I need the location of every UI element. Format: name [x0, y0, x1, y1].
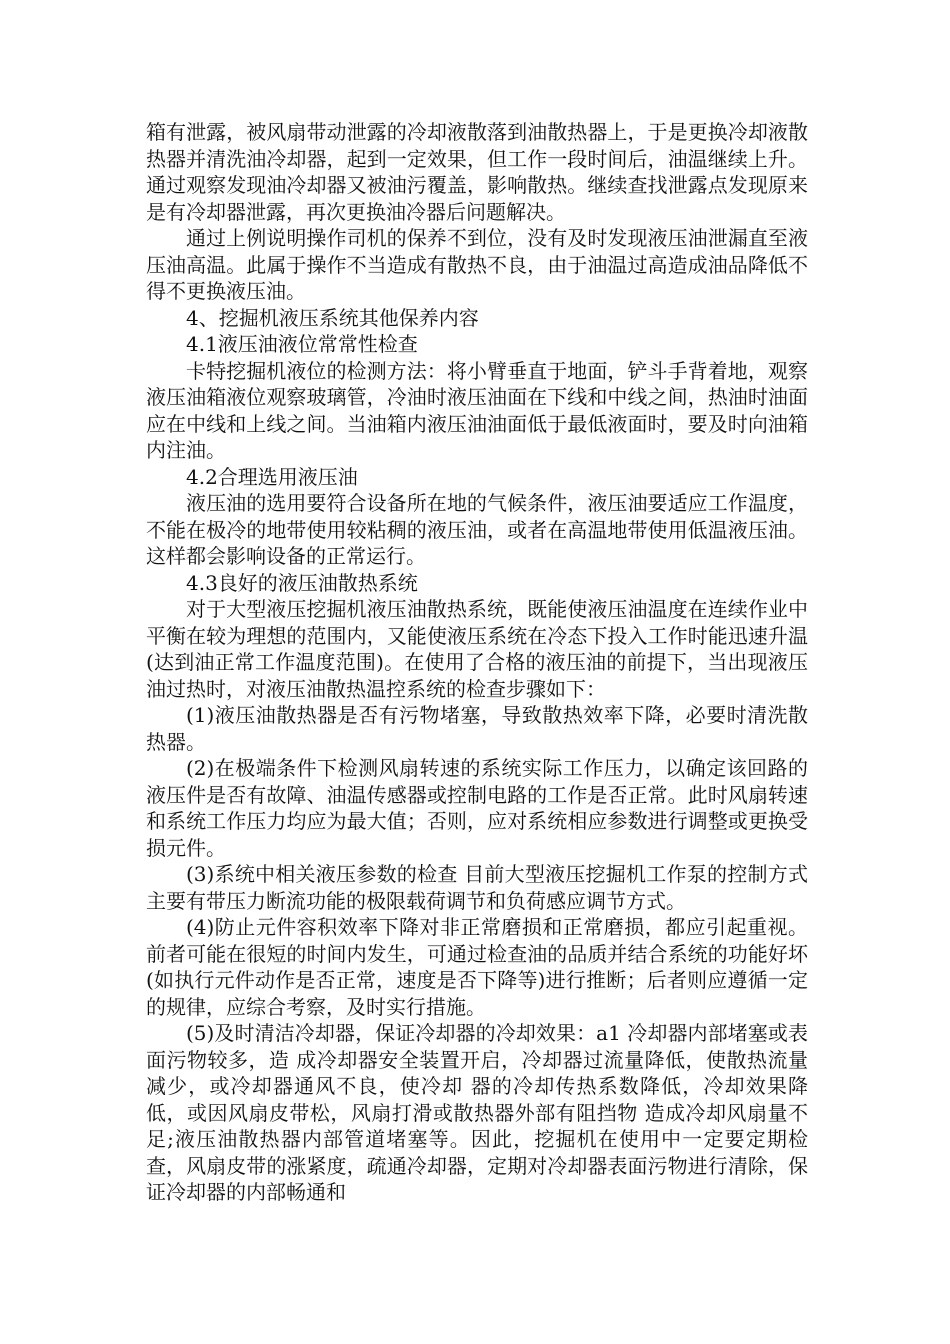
paragraph-2: 通过上例说明操作司机的保养不到位，没有及时发现液压油泄漏直至液压油高温。此属于操作不当造成有散热不良，由于油温过高造成油品降低不得不更换液压油。: [146, 226, 808, 303]
list-item-2: (2)在极端条件下检测风扇转速的系统实际工作压力，以确定该回路的液压件是否有故障、油温传感器或控制电路的工作是否正常。此时风扇转速和系统工作压力均应为最大值；否则，应对系统相应参数进行调整或更换受损元件。: [146, 756, 808, 860]
subsection-heading-4-2: 4.2合理选用液压油: [186, 464, 358, 489]
list-item-1: (1)液压油散热器是否有污物堵塞，导致散热效率下降，必要时清洗散热器。: [146, 703, 808, 754]
section-heading-4: 4、挖掘机液压系统其他保养内容: [186, 305, 479, 330]
paragraph-4-3-body: 对于大型液压挖掘机液压油散热系统，既能使液压油温度在连续作业中平衡在较为理想的范围内，又能使液压系统在冷态下投入工作时能迅速升温(达到油正常工作温度范围)。在使用了合格的液压油的前提下，当出现液压油过热时，对液压油散热温控系统的检查步骤如下：: [146, 597, 808, 701]
subsection-heading-4-1: 4.1液压油液位常常性检查: [186, 332, 418, 356]
subsection-heading-4-3: 4.3良好的液压油散热系统: [186, 570, 418, 595]
list-item-3: (3)系统中相关液压参数的检查 目前大型液压挖掘机工作泵的控制方式主要有带压力断流功能的极限载荷调节和负荷感应调节方式。: [146, 862, 808, 913]
paragraph-4-2-body: 液压油的选用要符合设备所在地的气候条件，液压油要适应工作温度，不能在极冷的地带使用较粘稠的液压油，或者在高温地带使用低温液压油。这样都会影响设备的正常运行。: [146, 491, 808, 568]
list-item-5: (5)及时清洁冷却器，保证冷却器的冷却效果：a1 冷却器内部堵塞或表面污物较多，造 成冷却器安全装置开启，冷却器过流量降低，使散热流量减少，或冷却器通风不良，使冷却 器的冷却传热系数降低，冷却效果降低，或因风扇皮带松，风扇打滑或散热器外部有阻挡物 造成冷却风扇量不足;液压油散热器内部管道堵塞等。因此，挖掘机在使用中一定要定期检查，风扇皮带的涨紧度，疏通冷却器，定期对冷却器表面污物进行清除，保证冷却器的内部畅通和: [146, 1021, 808, 1204]
paragraph-1: 箱有泄露，被风扇带动泄露的冷却液散落到油散热器上，于是更换冷却液散热器并清洗油冷却器，起到一定效果，但工作一段时间后，油温继续上升。通过观察发现油冷却器又被油污覆盖，影响散热。继续查找泄露点发现原来是有冷却器泄露，再次更换油冷器后问题解决。: [146, 120, 808, 224]
document-body: [146, 119, 808, 1206]
paragraph-4-1-body: 卡特挖掘机液位的检测方法：将小臂垂直于地面，铲斗手背着地，观察液压油箱液位观察玻璃管，冷油时液压油面在下线和中线之间，热油时油面应在中线和上线之间。当油箱内液压油油面低于最低液面时，要及时向油箱内注油。: [146, 358, 808, 462]
list-item-4: (4)防止元件容积效率下降对非正常磨损和正常磨损，都应引起重视。前者可能在很短的时间内发生，可通过检查油的品质并结合系统的功能好坏(如执行元件动作是否正常，速度是否下降等)进行推断；后者则应遵循一定的规律，应综合考察，及时实行措施。: [146, 915, 808, 1019]
